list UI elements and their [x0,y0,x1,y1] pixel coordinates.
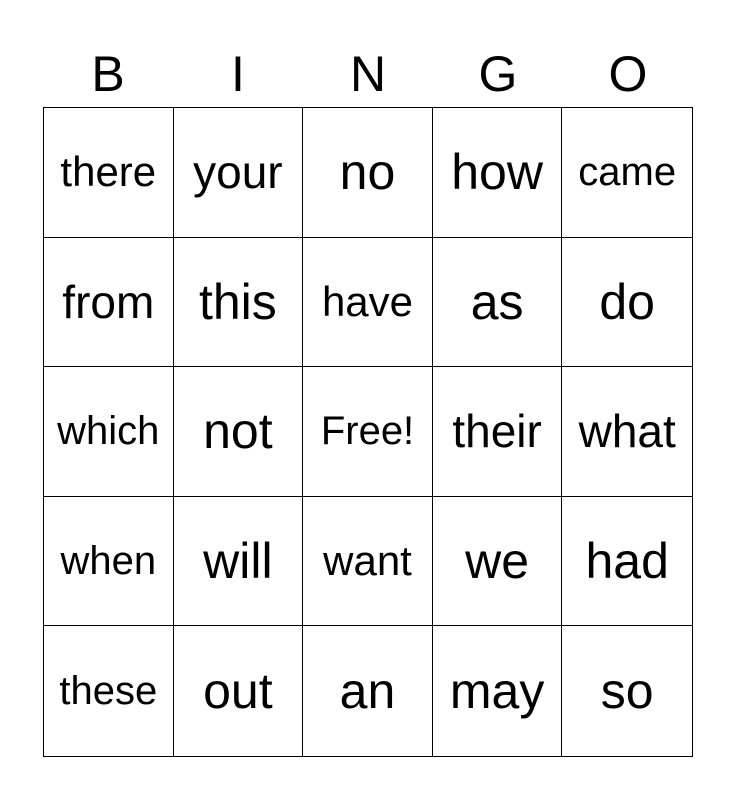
bingo-cell: an [303,626,433,756]
free-space-cell: Free! [303,367,433,497]
bingo-cell: out [174,626,304,756]
bingo-cell: no [303,108,433,238]
bingo-cell: from [44,238,174,368]
bingo-cell: there [44,108,174,238]
bingo-board [43,107,693,757]
bingo-cell: their [433,367,563,497]
header-letter-i: I [231,46,245,102]
bingo-cell: what [562,367,692,497]
bingo-cell: not [174,367,304,497]
bingo-cell: we [433,497,563,627]
bingo-cell: do [562,238,692,368]
header-letter-n: N [349,46,387,102]
bingo-cell: which [44,367,174,497]
bingo-cell: your [174,108,304,238]
bingo-cell: as [433,238,563,368]
bingo-header [43,42,693,106]
bingo-cell: want [303,497,433,627]
bingo-cell: will [174,497,304,627]
bingo-cell: had [562,497,692,627]
bingo-cell: when [44,497,174,627]
header-letter-b: B [91,46,125,102]
bingo-cell: this [174,238,304,368]
bingo-cell: how [433,108,563,238]
bingo-cell: may [433,626,563,756]
header-letter-o: O [608,46,648,102]
header-letter-g: G [478,46,518,102]
bingo-cell: these [44,626,174,756]
bingo-cell: have [303,238,433,368]
bingo-cell: so [600,663,654,720]
bingo-cell: came [562,108,692,238]
